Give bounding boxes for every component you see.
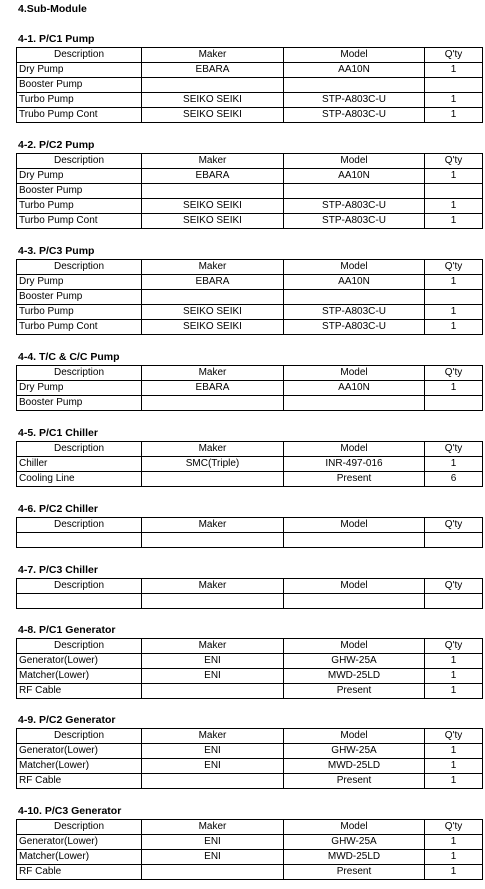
header-model: Model bbox=[284, 729, 425, 744]
cell-description: Turbo Pump bbox=[17, 199, 142, 214]
table-row bbox=[17, 594, 483, 609]
cell-qty: 1 bbox=[425, 654, 483, 669]
cell-maker: ENI bbox=[142, 835, 284, 850]
table-row bbox=[17, 396, 483, 411]
cell-maker bbox=[142, 774, 284, 789]
cell-qty: 1 bbox=[425, 93, 483, 108]
cell-description: Turbo Pump Cont bbox=[17, 320, 142, 335]
cell-description: Booster Pump bbox=[17, 290, 142, 305]
cell-qty: 6 bbox=[425, 472, 483, 487]
header-model: Model bbox=[284, 639, 425, 654]
header-description: Description bbox=[17, 154, 142, 169]
section-title: 4-7. P/C3 Chiller bbox=[18, 564, 98, 576]
table-row bbox=[17, 669, 483, 684]
cell-qty: 1 bbox=[425, 850, 483, 865]
table-row bbox=[17, 774, 483, 789]
header-qty: Q'ty bbox=[425, 820, 483, 835]
table-row bbox=[17, 184, 483, 199]
header-model: Model bbox=[284, 48, 425, 63]
cell-qty bbox=[425, 533, 483, 548]
header-maker: Maker bbox=[142, 366, 284, 381]
table-header-row bbox=[17, 820, 483, 835]
cell-description: Dry Pump bbox=[17, 169, 142, 184]
header-description: Description bbox=[17, 579, 142, 594]
table-row bbox=[17, 850, 483, 865]
table-row bbox=[17, 290, 483, 305]
cell-model: GHW-25A bbox=[284, 835, 425, 850]
cell-model: AA10N bbox=[284, 169, 425, 184]
table-header-row bbox=[17, 260, 483, 275]
cell-description: Chiller bbox=[17, 457, 142, 472]
section-title: 4-5. P/C1 Chiller bbox=[18, 427, 98, 439]
table-row bbox=[17, 199, 483, 214]
cell-maker: ENI bbox=[142, 850, 284, 865]
header-maker: Maker bbox=[142, 518, 284, 533]
cell-model: Present bbox=[284, 684, 425, 699]
table-header-row bbox=[17, 729, 483, 744]
table-row bbox=[17, 759, 483, 774]
header-model: Model bbox=[284, 579, 425, 594]
header-qty: Q'ty bbox=[425, 518, 483, 533]
table-row bbox=[17, 305, 483, 320]
cell-model: STP-A803C-U bbox=[284, 199, 425, 214]
table-row bbox=[17, 63, 483, 78]
table-header-row bbox=[17, 639, 483, 654]
table-row bbox=[17, 457, 483, 472]
cell-qty: 1 bbox=[425, 305, 483, 320]
cell-maker: ENI bbox=[142, 654, 284, 669]
table-row bbox=[17, 835, 483, 850]
table-row bbox=[17, 684, 483, 699]
header-model: Model bbox=[284, 366, 425, 381]
spec-table bbox=[16, 259, 483, 335]
cell-description: Matcher(Lower) bbox=[17, 759, 142, 774]
section-title: 4-3. P/C3 Pump bbox=[18, 245, 95, 257]
cell-qty bbox=[425, 184, 483, 199]
section-title: 4-2. P/C2 Pump bbox=[18, 139, 95, 151]
cell-maker: SEIKO SEIKI bbox=[142, 214, 284, 229]
cell-maker bbox=[142, 533, 284, 548]
cell-model bbox=[284, 396, 425, 411]
header-qty: Q'ty bbox=[425, 729, 483, 744]
header-maker: Maker bbox=[142, 820, 284, 835]
header-description: Description bbox=[17, 48, 142, 63]
cell-qty: 1 bbox=[425, 865, 483, 880]
spec-table bbox=[16, 365, 483, 411]
cell-model: STP-A803C-U bbox=[284, 320, 425, 335]
table-row bbox=[17, 108, 483, 123]
cell-description: RF Cable bbox=[17, 774, 142, 789]
cell-description: Dry Pump bbox=[17, 381, 142, 396]
table-row bbox=[17, 533, 483, 548]
cell-maker bbox=[142, 396, 284, 411]
cell-qty: 1 bbox=[425, 774, 483, 789]
section-title: 4-1. P/C1 Pump bbox=[18, 33, 95, 45]
table-header-row bbox=[17, 48, 483, 63]
cell-description: Generator(Lower) bbox=[17, 654, 142, 669]
table-row bbox=[17, 654, 483, 669]
cell-maker bbox=[142, 472, 284, 487]
cell-model bbox=[284, 184, 425, 199]
header-qty: Q'ty bbox=[425, 154, 483, 169]
spec-table bbox=[16, 517, 483, 548]
cell-model: STP-A803C-U bbox=[284, 93, 425, 108]
header-qty: Q'ty bbox=[425, 442, 483, 457]
cell-description: Dry Pump bbox=[17, 63, 142, 78]
cell-maker: EBARA bbox=[142, 275, 284, 290]
cell-qty: 1 bbox=[425, 275, 483, 290]
table-header-row bbox=[17, 518, 483, 533]
header-qty: Q'ty bbox=[425, 48, 483, 63]
cell-qty: 1 bbox=[425, 63, 483, 78]
cell-model: AA10N bbox=[284, 63, 425, 78]
cell-model: AA10N bbox=[284, 275, 425, 290]
cell-qty: 1 bbox=[425, 457, 483, 472]
header-maker: Maker bbox=[142, 639, 284, 654]
cell-maker: SEIKO SEIKI bbox=[142, 93, 284, 108]
table-header-row bbox=[17, 154, 483, 169]
spec-table bbox=[16, 578, 483, 609]
cell-description: RF Cable bbox=[17, 684, 142, 699]
cell-qty: 1 bbox=[425, 835, 483, 850]
cell-maker: EBARA bbox=[142, 381, 284, 396]
cell-maker: EBARA bbox=[142, 169, 284, 184]
cell-maker bbox=[142, 78, 284, 93]
table-row bbox=[17, 744, 483, 759]
cell-description bbox=[17, 594, 142, 609]
cell-maker: ENI bbox=[142, 669, 284, 684]
cell-maker: ENI bbox=[142, 744, 284, 759]
cell-qty: 1 bbox=[425, 169, 483, 184]
cell-qty: 1 bbox=[425, 669, 483, 684]
cell-model: AA10N bbox=[284, 381, 425, 396]
section-title: 4-9. P/C2 Generator bbox=[18, 714, 116, 726]
cell-model bbox=[284, 533, 425, 548]
cell-qty: 1 bbox=[425, 108, 483, 123]
table-row bbox=[17, 472, 483, 487]
header-model: Model bbox=[284, 518, 425, 533]
header-maker: Maker bbox=[142, 579, 284, 594]
header-qty: Q'ty bbox=[425, 366, 483, 381]
cell-maker: SMC(Triple) bbox=[142, 457, 284, 472]
cell-description: Generator(Lower) bbox=[17, 744, 142, 759]
cell-maker bbox=[142, 594, 284, 609]
header-model: Model bbox=[284, 820, 425, 835]
cell-model: GHW-25A bbox=[284, 744, 425, 759]
header-description: Description bbox=[17, 820, 142, 835]
table-row bbox=[17, 865, 483, 880]
cell-description: RF Cable bbox=[17, 865, 142, 880]
cell-model: INR-497-016 bbox=[284, 457, 425, 472]
header-description: Description bbox=[17, 729, 142, 744]
header-model: Model bbox=[284, 442, 425, 457]
header-maker: Maker bbox=[142, 260, 284, 275]
table-header-row bbox=[17, 366, 483, 381]
cell-description: Trubo Pump Cont bbox=[17, 108, 142, 123]
table-row bbox=[17, 381, 483, 396]
cell-description bbox=[17, 533, 142, 548]
cell-model bbox=[284, 78, 425, 93]
cell-model: MWD-25LD bbox=[284, 850, 425, 865]
header-description: Description bbox=[17, 366, 142, 381]
header-qty: Q'ty bbox=[425, 579, 483, 594]
table-row bbox=[17, 275, 483, 290]
cell-model bbox=[284, 594, 425, 609]
table-row bbox=[17, 214, 483, 229]
cell-qty: 1 bbox=[425, 199, 483, 214]
cell-qty bbox=[425, 396, 483, 411]
table-row bbox=[17, 78, 483, 93]
spec-table bbox=[16, 638, 483, 699]
cell-description: Dry Pump bbox=[17, 275, 142, 290]
header-maker: Maker bbox=[142, 442, 284, 457]
cell-maker bbox=[142, 184, 284, 199]
cell-model: Present bbox=[284, 774, 425, 789]
cell-model: MWD-25LD bbox=[284, 759, 425, 774]
spec-table bbox=[16, 153, 483, 229]
cell-model: STP-A803C-U bbox=[284, 305, 425, 320]
table-row bbox=[17, 320, 483, 335]
cell-qty: 1 bbox=[425, 381, 483, 396]
section-title: 4-8. P/C1 Generator bbox=[18, 624, 116, 636]
cell-model bbox=[284, 290, 425, 305]
cell-qty: 1 bbox=[425, 759, 483, 774]
cell-description: Booster Pump bbox=[17, 396, 142, 411]
cell-qty: 1 bbox=[425, 684, 483, 699]
cell-description: Booster Pump bbox=[17, 78, 142, 93]
cell-maker: ENI bbox=[142, 759, 284, 774]
document-title: 4.Sub-Module bbox=[18, 3, 87, 15]
section-title: 4-4. T/C & C/C Pump bbox=[18, 351, 120, 363]
cell-maker bbox=[142, 865, 284, 880]
spec-table bbox=[16, 819, 483, 880]
cell-description: Turbo Pump bbox=[17, 93, 142, 108]
header-maker: Maker bbox=[142, 48, 284, 63]
cell-maker bbox=[142, 684, 284, 699]
cell-model: STP-A803C-U bbox=[284, 214, 425, 229]
cell-description: Turbo Pump Cont bbox=[17, 214, 142, 229]
table-row bbox=[17, 169, 483, 184]
spec-table bbox=[16, 728, 483, 789]
section-title: 4-10. P/C3 Generator bbox=[18, 805, 122, 817]
cell-qty bbox=[425, 594, 483, 609]
cell-description: Matcher(Lower) bbox=[17, 850, 142, 865]
cell-qty: 1 bbox=[425, 214, 483, 229]
header-qty: Q'ty bbox=[425, 260, 483, 275]
cell-maker bbox=[142, 290, 284, 305]
cell-maker: SEIKO SEIKI bbox=[142, 320, 284, 335]
header-maker: Maker bbox=[142, 154, 284, 169]
cell-model: MWD-25LD bbox=[284, 669, 425, 684]
cell-maker: EBARA bbox=[142, 63, 284, 78]
cell-model: STP-A803C-U bbox=[284, 108, 425, 123]
table-header-row bbox=[17, 442, 483, 457]
cell-qty bbox=[425, 290, 483, 305]
table-header-row bbox=[17, 579, 483, 594]
cell-qty bbox=[425, 78, 483, 93]
cell-maker: SEIKO SEIKI bbox=[142, 199, 284, 214]
cell-description: Booster Pump bbox=[17, 184, 142, 199]
header-description: Description bbox=[17, 518, 142, 533]
section-title: 4-6. P/C2 Chiller bbox=[18, 503, 98, 515]
cell-maker: SEIKO SEIKI bbox=[142, 108, 284, 123]
cell-description: Turbo Pump bbox=[17, 305, 142, 320]
cell-qty: 1 bbox=[425, 320, 483, 335]
cell-model: Present bbox=[284, 472, 425, 487]
cell-qty: 1 bbox=[425, 744, 483, 759]
spec-table bbox=[16, 47, 483, 123]
cell-model: GHW-25A bbox=[284, 654, 425, 669]
cell-maker: SEIKO SEIKI bbox=[142, 305, 284, 320]
header-maker: Maker bbox=[142, 729, 284, 744]
header-model: Model bbox=[284, 154, 425, 169]
cell-model: Present bbox=[284, 865, 425, 880]
header-description: Description bbox=[17, 260, 142, 275]
table-row bbox=[17, 93, 483, 108]
header-model: Model bbox=[284, 260, 425, 275]
spec-table bbox=[16, 441, 483, 487]
cell-description: Generator(Lower) bbox=[17, 835, 142, 850]
header-description: Description bbox=[17, 639, 142, 654]
header-qty: Q'ty bbox=[425, 639, 483, 654]
cell-description: Matcher(Lower) bbox=[17, 669, 142, 684]
cell-description: Cooling Line bbox=[17, 472, 142, 487]
header-description: Description bbox=[17, 442, 142, 457]
